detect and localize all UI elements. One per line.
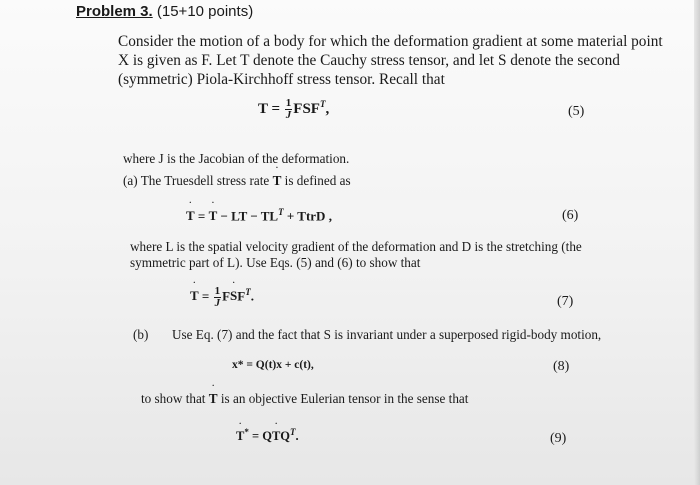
eq7-lhs: ˙ T xyxy=(190,288,199,304)
eq5-number: (5) xyxy=(568,104,585,119)
intro-line-1: Consider the motion of a body for which the deformation gradient at some material point xyxy=(118,33,663,50)
eq7-trail: . xyxy=(250,288,254,304)
after6-line-1: where L is the spatial velocity gradient of the deformation and D is the stretching (the xyxy=(130,239,582,254)
after8-prefix: to show that xyxy=(141,391,206,406)
eq7-frac-den: J xyxy=(214,297,221,309)
eq9-tail: Q xyxy=(280,429,291,444)
eq9-eq: = Q xyxy=(248,429,272,444)
intro-line-3: (symmetric) Piola-Kirchhoff stress tensor. Recall that xyxy=(118,71,445,88)
after8-symbol: ˙ T xyxy=(209,391,218,407)
eq7-f: F xyxy=(222,288,231,304)
jacobian-note: where J is the Jacobian of the deformation. xyxy=(123,151,350,166)
eq9-transpose: T xyxy=(290,427,296,437)
part-a-text xyxy=(123,173,351,189)
equation-9 xyxy=(236,427,299,444)
eq7-transpose: T xyxy=(245,287,251,298)
eq6-lhs: ˙ T xyxy=(186,208,195,224)
equation-7 xyxy=(190,286,254,309)
equation-8: x* = Q(t)x + c(t), xyxy=(232,359,314,371)
eq8-number: (8) xyxy=(553,359,570,374)
eq9-mid: ˙ T xyxy=(272,429,280,444)
eq7-frac-num: 1 xyxy=(214,285,221,297)
part-a-suffix: is defined as xyxy=(284,173,351,188)
truesdell-rate-symbol: ˙ T xyxy=(273,173,282,189)
eq6-t-dot: ˙ T xyxy=(209,208,218,224)
eq5-transpose: T xyxy=(319,98,326,109)
eq5-rhs: FSF xyxy=(293,100,320,117)
eq5-frac-den: J xyxy=(285,109,292,121)
eq6-transpose: T xyxy=(278,207,284,217)
part-a-prefix: (a) The Truesdell stress rate xyxy=(123,173,270,188)
equation-5 xyxy=(258,98,329,121)
eq5-trail: , xyxy=(325,100,330,117)
part-b-label: (b) xyxy=(133,327,149,342)
intro-line-2: X is given as F. Let T denote the Cauchy stress tensor, and let S denote the second xyxy=(118,52,620,69)
problem-title xyxy=(76,3,253,20)
after8-suffix: is an objective Eulerian tensor in the sense that xyxy=(220,391,469,406)
page-edge-shadow xyxy=(694,0,700,485)
eq9-lhs: ˙ T xyxy=(236,429,244,444)
eq7-fraction xyxy=(214,286,222,309)
eq6-rhs: − LT − TL xyxy=(217,208,279,224)
eq5-frac-num: 1 xyxy=(285,97,292,109)
part-b-text: Use Eq. (7) and the fact that S is invariant under a superposed rigid-body motion, xyxy=(172,327,602,342)
eq7-s-dot: ˙ S xyxy=(230,288,237,304)
equation-6 xyxy=(186,207,332,224)
problem-number: Problem 3. xyxy=(76,3,153,20)
eq9-number: (9) xyxy=(550,431,567,446)
after6-line-2: symmetric part of L). Use Eqs. (5) and (6) to show that xyxy=(130,255,421,270)
after8-text xyxy=(141,391,468,407)
eq6-eq: = xyxy=(194,208,209,224)
eq6-number: (6) xyxy=(562,208,579,223)
eq7-eq: = xyxy=(198,288,213,304)
eq6-tail: + TtrD , xyxy=(283,208,332,224)
problem-points: (15+10 points) xyxy=(156,3,254,20)
eq9-trail: . xyxy=(295,429,299,444)
eq7-number: (7) xyxy=(557,294,574,309)
eq5-lhs: T = xyxy=(258,100,281,117)
eq9-star: * xyxy=(244,427,249,437)
eq5-fraction xyxy=(285,98,293,121)
eq7-f2: F xyxy=(237,288,246,304)
